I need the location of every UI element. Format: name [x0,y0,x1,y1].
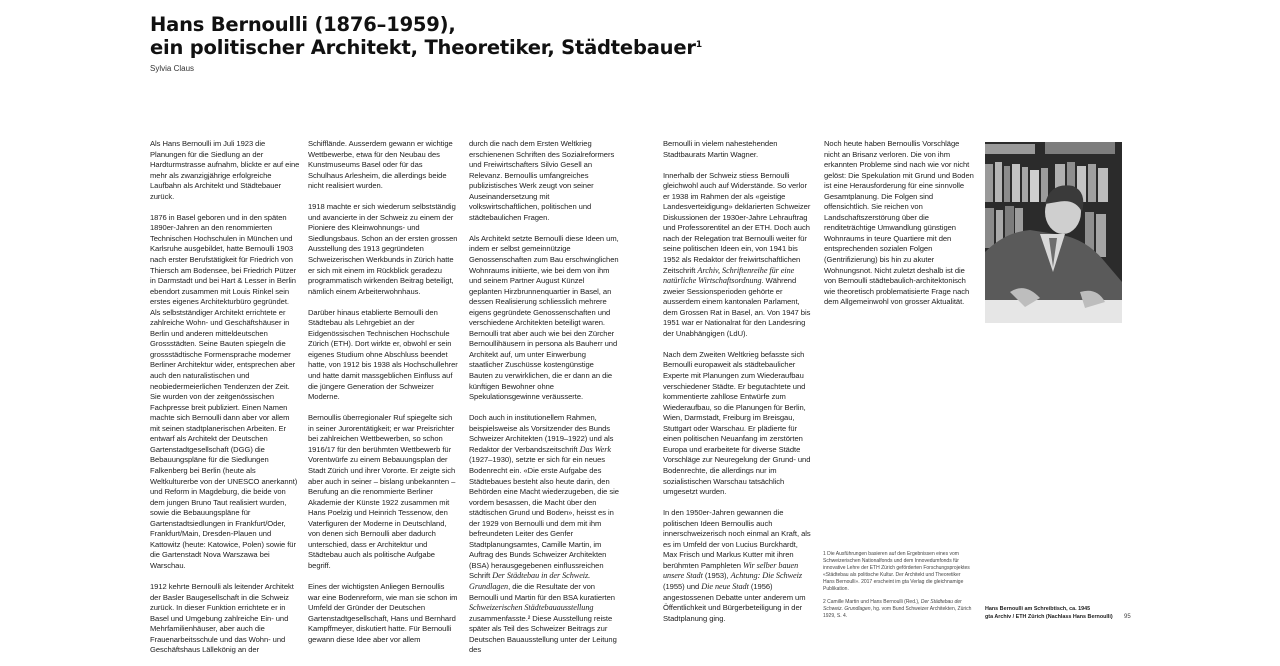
italic-title: Der Städtebau der Schweiz. Grundlagen [823,599,962,612]
text-column-3 [469,139,619,666]
article-title [150,13,702,59]
body-paragraph: durch die nach dem Ersten Weltkrieg erschienenen Schriften des Sozialreformers und Freiwirtschafters Silvio Gesell an Relevanz. Bernoullis umfangreiches publizistisches Werk zeugt von seiner Auseinandersetzung mit volkswirtschaftlichen, politischen und städtebaulichen Fragen. [469,139,615,222]
body-paragraph: Bernoulli in vielem nahestehenden Stadtbaurats Martin Wagner. [663,139,778,159]
italic-title: Die neue Stadt [701,581,749,591]
body-paragraph: Als Architekt setzte Bernoulli diese Ideen um, indem er selbst gemeinnützige Genossenschaften zum Bau erschwinglichen Wohnraums initiierte, wie bei dem von ihm und seinem Partner August Künzel geplanten Hirzbrunnenquartier in Basel, an dessen Realisierung schliesslich mehrere eigens gegründete Genossenschaften und verschiedene Architekten beteiligt waren. Bernoulli trat aber auch wie bei den Zürcher Bernoullihäusern in persona als Bauherr und Architekt auf, um unter Einwerbung staatlicher Zuschüsse kostengünstige Bauten zu verwirklichen, die er dann an die künftigen Bewohner ohne Spekulationsgewinne veräusserte. [469,233,619,402]
text-column-1 [150,139,300,666]
footnote-1: 1 Die Ausführungen basieren auf den Ergebnissen eines vom Schweizerischen Nationalfonds und dem Innovedumfonds für innovative Lehre der ETH Zürich geförderten Forschungsprojektes «Städtebau als politische Kultur. Der Architekt und Theoretiker Hans Bernoulli». 2017 erscheint im gta Verlag die gleichnamige Publikation. [823,551,970,592]
text-column-5 [824,139,976,318]
footnotes [823,551,973,626]
body-paragraph: 1918 machte er sich wiederum selbstständig und avancierte in der Schweiz zu einem der Pioniere des Kleinwohnungs- und Siedlungsbaus. Schon an der ersten grossen Ausstellung des 1913 gegründeten Schweizerischen Werkbunds in Zürich hatte er sich mit einem im Rückblick geradezu programmatisch wirkenden Beitrag beteiligt, nämlich einem Arbeiterwohnhaus. [308,202,458,296]
italic-title: Schweizerischen Städtebauausstellung [469,603,594,613]
page-number: 95 [1124,614,1131,620]
italic-title: Wir selber bauen unsere Stadt [663,560,799,581]
italic-title: Archiv, Schriftenreihe für eine natürliche Wirtschaftsordnung [663,265,795,286]
body-paragraph: Innerhalb der Schweiz stiess Bernoulli gleichwohl auch auf Widerstände. So verlor er 1938 im Rahmen der als «geistige Landesverteidigung» deklarierten Schweizer Diskussionen der 1930er-Jahre Lehrauftrag und Professorentitel an der ETH. Doch auch nach der Relegation trat Bernoulli weiter für seine politischen Ideen ein, von 1941 bis 1952 als Redaktor der freiwirtschaftlichen Zeitschrift Archiv, Schriftenreihe für eine natürliche Wirtschaftsordnung. Während zweier Sessionsperioden gehörte er ausserdem einem kantonalen Parlament, dem Grossen Rat in Basel, an. Von 1947 bis 1951 war er Nationalrat für den Landesring der Unabhängigen (LdU). [663,170,811,338]
title-line-2: ein politischer Architekt, Theoretiker, Städtebauer [150,36,696,59]
body-paragraph: Als Hans Bernoulli im Juli 1923 die Planungen für die Siedlung an der Hardturmstrasse aufnahm, blickte er auf eine mehr als zwanzigjährige erfolgreiche Laufbahn als Architekt und Städtebauer zurück. [150,139,300,201]
author-name: Sylvia Claus [150,64,195,73]
title-line-1: Hans Bernoulli (1876–1959), [150,13,456,36]
body-paragraph: Darüber hinaus etablierte Bernoulli den Städtebau als Lehrgebiet an der Eidgenössischen Technischen Hochschule Zürich (ETH). Dort wirkte er, obwohl er sein eigenes Studium ohne Abschluss beendet hatte, von 1912 bis 1938 als Hochschullehrer und hatte damit massgeblichen Einfluss auf die jüngere Generation der Schweizer Moderne. [308,307,458,402]
caption-line-2: gta Archiv / ETH Zürich (Nachlass Hans Bernoulli) [985,614,1113,620]
body-paragraph: In den 1950er-Jahren gewannen die politischen Ideen Bernoullis auch innerschweizerisch noch einmal an Kraft, als es im Umfeld der von Lucius Burckhardt, Max Frisch und Markus Kutter mit ihren berühmten Pamphleten Wir selber bauen unsere Stadt (1953), Achtung: Die Schweiz (1955) und Die neue Stadt (1956) angestossenen Debatte unter anderem um Öffentlichkeit und Bürgerbeteiligung in der Stadtplanung ging. [663,508,811,623]
body-paragraph: Doch auch in institutionellem Rahmen, beispielsweise als Vorsitzender des Bunds Schweizer Architekten (1919–1922) und als Redaktor der Verbandszeitschrift Das Werk (1927–1930), setzte er sich für ein neues Bodenrecht ein. «Die erste Aufgabe des Städtebaues besteht also heute darin, den Behörden eine Macht wiederzugeben, die sie vordem besassen, die Macht über den städtischen Grund und Boden», heisst es in der 1929 von Bernoulli und dem mit ihm befreundeten Leiter des Genfer Stadtplanungsamtes, Camille Martin, im Auftrag des Bunds Schweizer Architekten (BSA) herausgegebenen einflussreichen Schrift Der Städtebau in der Schweiz. Grundlagen, die die Resultate der von Bernoulli und Martin für den BSA kuratierten Schweizerischen Städtebauausstellung zusammenfasste.² Diese Ausstellung reiste später als Teil des Schweizer Beitrags zur Deutschen Bauausstellung unter der Leitung des [469,413,619,655]
body-paragraph: Eines der wichtigsten Anliegen Bernoullis war eine Bodenreform, wie man sie schon im Umfeld der Gründer der Deutschen Gartenstadtgesellschaft, Hans und Bernhard Kampffmeyer, diskutiert hatte. Für Bernoulli gewann diese Idee aber vor allem [308,581,458,644]
body-paragraph: Schifflände. Ausserdem gewann er wichtige Wettbewerbe, etwa für den Neubau des Kunstmuseums Basel oder für das Schulhaus Arlesheim, die allerdings beide nicht realisiert wurden. [308,139,453,191]
portrait-photo [985,142,1122,323]
photo-man-writing-icon [985,142,1122,323]
text-column-2 [308,139,458,656]
italic-title: Achtung: Die Schweiz [730,571,802,581]
footnote-2: 2 Camille Martin und Hans Bernoulli (Red.), Der Städtebau der Schweiz. Grundlagen, hg. vom Bund Schweizer Architekten, Zürich 1929, S. 4. [823,599,972,619]
body-paragraph: 1912 kehrte Bernoulli als leitender Architekt der Basler Baugesellschaft in die Schweiz zurück. In dieser Funktion errichtete er in Basel und Umgebung zahlreiche Ein- und Mehrfamilienhäuser, aber auch die Frauenarbeitsschule und das Wohn- und Geschäftshaus Lällekönig an der [150,581,294,655]
italic-title: Der Städtebau in der Schweiz. Grundlagen [469,571,591,591]
body-paragraph: Noch heute haben Bernoullis Vorschläge nicht an Brisanz verloren. Die von ihm erkannten Probleme sind nach wie vor nicht gelöst: Die Spekulation mit Grund und Boden ist eine Herausforderung für eine sinnvolle Gesamtplanung. Die Folgen sind offensichtlich. Sie reichen von Landschaftszerstörung über die renditeträchtige Umwandlung günstigen Wohnraums in teure Quartiere mit den entsprechenden sozialen Folgen (Gentrifizierung) bis hin zu akuter Wohnungsnot. Nicht zuletzt deshalb ist die von Bernoulli städtebaulich-architektonisch wie theoretisch problematisierte Frage nach dem Allgemeinwohl von grosser Aktualität. [824,139,974,307]
body-paragraph: Bernoullis überregionaler Ruf spiegelte sich in seiner Jurorentätigkeit; er war Preisrichter bei zahlreichen Wettbewerben, so schon 1916/17 für den berühmten Wettbewerb für Vorentwürfe zu einem Bebauungsplan der Stadt Zürich und ihrer Vororte. Er zeigte sich aber auch in seiner – bislang unbekannten – Berufung an die renommierte Berliner Akademie der Künste 1922 zusammen mit Hans Poelzig und Heinrich Tessenow, den Vaterfiguren der Moderne in Deutschland, von denen sich Bernoulli aber dadurch unterschied, dass er Architektur und Städtebau auch als politische Aufgabe begriff. [308,413,456,570]
body-paragraph: Nach dem Zweiten Weltkrieg befasste sich Bernoulli europaweit als städtebaulicher Experte mit Planungen zum Wiederaufbau verschiedener Städte. Er begutachtete und kommentierte zahllose Entwürfe zum Wiederaufbau, so die Planungen für Berlin, Wien, Darmstadt, Freiburg im Breisgau, Stuttgart oder Warschau. Er plädierte für einen politischen Neuanfang im zerstörten Europa und erarbeitete für diverse Städte Vorschläge zur Neuregelung der Grund- und Bodenrechte, die allerdings nur im sozialistischen Warschau tatsächlich umgesetzt wurden. [663,349,811,497]
photo-caption [985,605,1125,621]
text-column-4 [663,139,813,635]
italic-title: Das Werk [579,444,611,454]
title-footnote-mark: 1 [695,40,702,50]
caption-line-1: Hans Bernoulli am Schreibtisch, ca. 1945 [985,606,1091,612]
body-paragraph: 1876 in Basel geboren und in den späten 1890er-Jahren an den renommierten Technischen Hochschulen in München und Karlsruhe ausgebildet, hatte Bernoulli 1903 nach erster Berufstätigkeit für Friedrich von Thiersch am Bodensee, bei Friedrich Pützer in Darmstadt und bei Hart & Lesser in Berlin ebendort zusammen mit Louis Rinkel sein erstes eigenes Architekturbüro gegründet. Als selbstständiger Architekt errichtete er zahlreiche Wohn- und Geschäftshäuser in Berlin und anderen mitteldeutschen Grossstädten. Seine Bauten spiegeln die grossstädtische Formensprache moderner Berliner Architektur wider, entsprechen aber auch den naturalistischen und neobiedermeierlichen Tendenzen der Zeit. Sie wurden von der zeitgenössischen Fachpresse breit publiziert. Einen Namen machte sich Bernoulli dann aber vor allem mit seinen stadtplanerischen Arbeiten. Er entwarf als Architekt der Deutschen Gartenstadtgesellschaft (DGG) die Bebauungspläne für die Siedlungen Falkenberg bei Berlin (heute als Weltkulturerbe von der UNESCO anerkannt) und Reform in Magdeburg, die beide von dem jungen Bruno Taut realisiert wurden, sowie die Bebauungspläne für Gartenstadtsiedlungen in Frankfurt/Oder, Frankfurt/Main, Dresden-Plauen und Kattowitz (heute: Katowice, Polen) sowie für die Gartenstadt Nova Warszawa bei Warschau. [150,212,298,570]
